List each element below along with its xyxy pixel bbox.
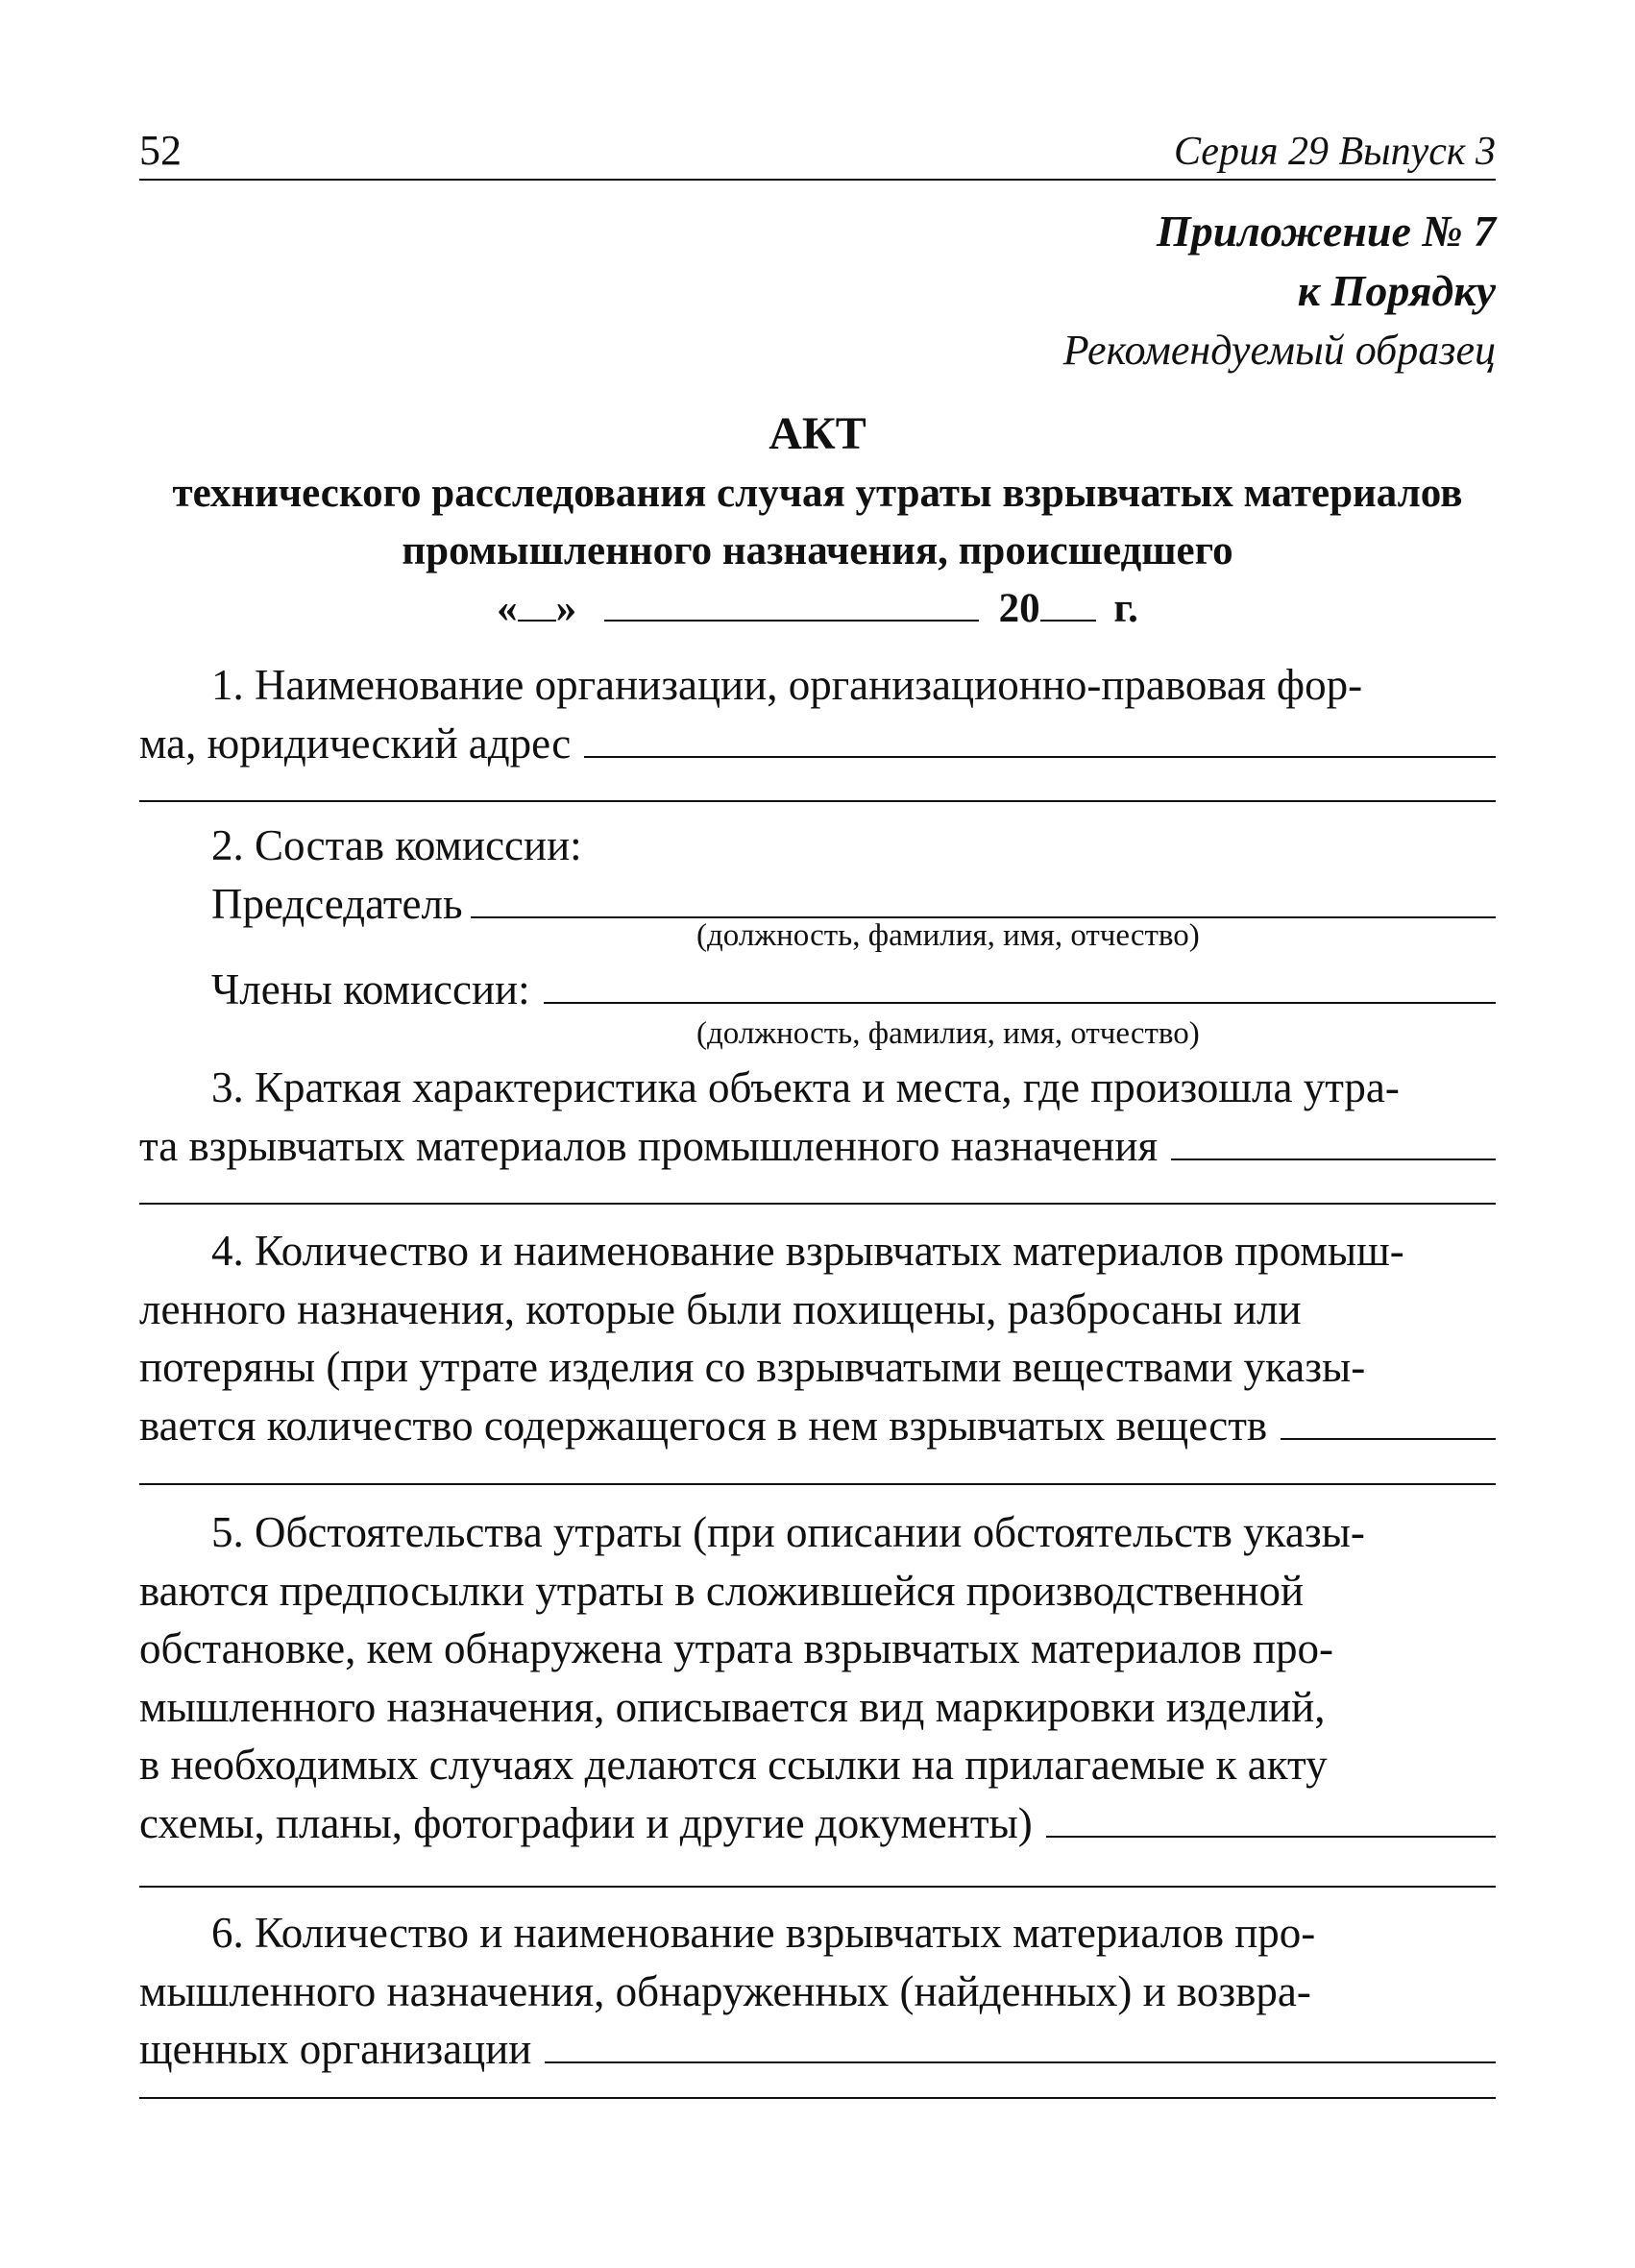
item-2 (139, 817, 1496, 933)
quantity-field[interactable] (1281, 1405, 1496, 1440)
item-6-line-3: щенных организации (139, 2025, 532, 2073)
day-field[interactable] (518, 587, 556, 622)
item-5 (139, 1503, 1496, 1852)
title-act: АКТ (769, 408, 866, 459)
running-header (139, 123, 1496, 181)
appendix-reference: к Порядку (1297, 266, 1496, 315)
members-label: Члены комиссии: (211, 965, 530, 1013)
members-field[interactable] (544, 969, 1496, 1004)
circumstances-field[interactable] (1046, 1803, 1496, 1838)
document-title (139, 403, 1496, 638)
organization-field[interactable] (584, 723, 1496, 758)
item-1 (139, 656, 1496, 772)
item-2-label: 2. Состав комиссии: (211, 821, 582, 869)
year-suffix: г. (1113, 586, 1138, 631)
item-5-line-5: в необходимых случаях делаются ссылки на прилагаемые к акту (139, 1741, 1328, 1789)
item-6-line-1: 6. Количество и наименование взрывчатых материалов про- (211, 1909, 1316, 1957)
object-field-continuation[interactable] (139, 1203, 1496, 1205)
appendix-number: Приложение № 7 (1156, 207, 1496, 256)
item-4-line-3: потеряны (при утрате изделия со взрывчатыми веществами указы- (139, 1343, 1366, 1391)
chairman-label: Председатель (211, 879, 463, 928)
item-3 (139, 1059, 1496, 1175)
document-page (139, 0, 1496, 2268)
page-number: 52 (139, 127, 182, 174)
item-1-line-2: ма, юридический адрес (139, 719, 572, 768)
item-5-line-2: ваются предпосылки утраты в сложившейся производственной (139, 1566, 1305, 1615)
year-prefix: 20 (998, 586, 1040, 631)
item-5-line-3: обстановке, кем обнаружена утрата взрывчатых материалов про- (139, 1624, 1334, 1672)
object-field[interactable] (1171, 1126, 1496, 1160)
item-5-line-6: схемы, планы, фотографии и другие документы) (139, 1798, 1033, 1847)
members-row (139, 961, 1496, 1019)
item-4-line-4: вается количество содержащегося в нем взрывчатых веществ (139, 1401, 1268, 1450)
returned-field-continuation[interactable] (139, 2097, 1496, 2099)
circumstances-field-continuation[interactable] (139, 1886, 1496, 1888)
item-6-line-2: мышленного назначения, обнаруженных (найденных) и возвра- (139, 1966, 1311, 2015)
item-4-line-2: ленного назначения, которые были похищены, разбросаны или (139, 1284, 1302, 1333)
item-3-line-2: та взрывчатых материалов промышленного назначения (139, 1121, 1159, 1170)
date-close-quote: » (555, 586, 577, 631)
quantity-field-continuation[interactable] (139, 1483, 1496, 1485)
returned-field[interactable] (545, 2029, 1496, 2063)
title-line-2: промышленного назначения, происшедшего (402, 528, 1233, 573)
item-3-line-1: 3. Краткая характеристика объекта и места, где произошла утра- (211, 1063, 1400, 1111)
members-hint: (должность, фамилия, имя, отчество) (696, 1016, 1200, 1051)
item-4-line-1: 4. Количество и наименование взрывчатых материалов промыш- (211, 1227, 1404, 1275)
item-6 (139, 1904, 1496, 2079)
chairman-hint: (должность, фамилия, имя, отчество) (696, 918, 1200, 953)
series-label: Серия 29 Выпуск 3 (1174, 130, 1496, 174)
title-line-1: технического расследования случая утраты взрывчатых материалов (172, 471, 1463, 516)
item-1-line-1: 1. Наименование организации, организационно-правовая фор- (211, 661, 1363, 709)
date-line (139, 580, 1496, 638)
organization-field-continuation[interactable] (139, 800, 1496, 802)
appendix-note: Рекомендуемый образец (1062, 327, 1496, 374)
item-5-line-1: 5. Обстоятельства утраты (при описании обстоятельств указы- (211, 1508, 1365, 1556)
date-open-quote: « (497, 586, 518, 631)
chairman-field[interactable] (471, 884, 1497, 918)
appendix-block (1063, 202, 1496, 380)
item-5-line-4: мышленного назначения, описывается вид маркировки изделий, (139, 1682, 1326, 1731)
item-4 (139, 1222, 1496, 1454)
month-field[interactable] (604, 587, 979, 622)
year-field[interactable] (1040, 587, 1096, 622)
